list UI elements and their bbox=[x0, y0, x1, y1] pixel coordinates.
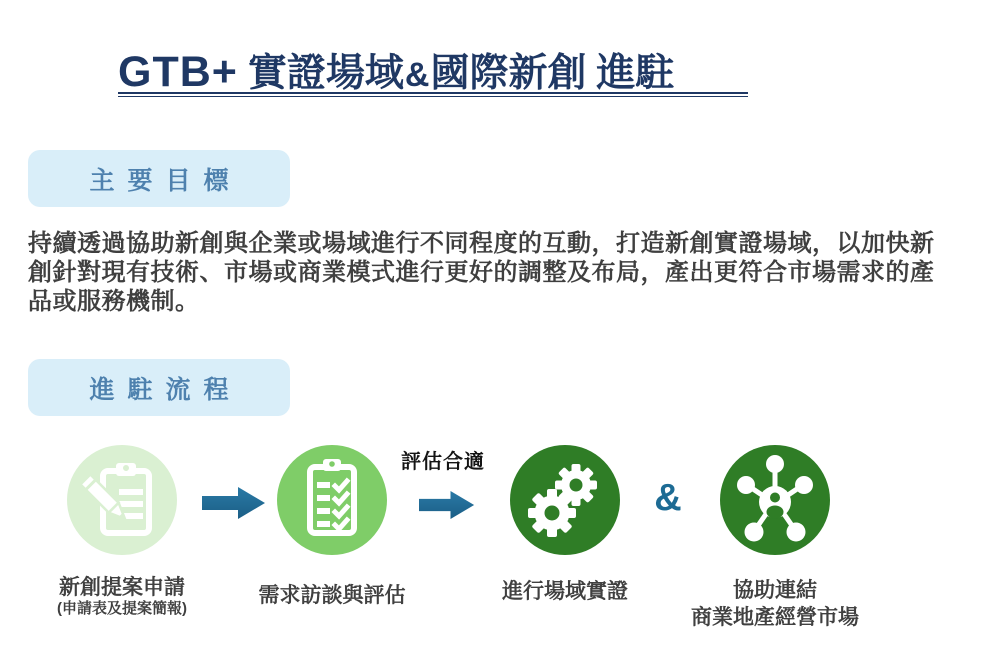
step-label-2: 需求訪談與評估 bbox=[258, 584, 406, 607]
flow-step-circle-2 bbox=[277, 445, 387, 555]
step-label-4: 協助連結 bbox=[733, 579, 817, 602]
paragraph-line-3: 品或服務機制。 bbox=[28, 288, 200, 315]
step-sublabel-1: (申請表及提案簡報) bbox=[57, 600, 187, 617]
arrow-right-icon-1 bbox=[202, 486, 266, 520]
title-segment2: 國際新創 進駐 bbox=[430, 52, 675, 95]
network-people-icon bbox=[720, 445, 830, 555]
title-ampersand: & bbox=[404, 56, 430, 94]
title-prefix: GTB+ bbox=[118, 48, 238, 96]
title-segment1: 實證場域 bbox=[247, 52, 404, 95]
clipboard-pencil-icon bbox=[67, 445, 177, 555]
step-label-3: 進行場域實證 bbox=[502, 580, 628, 603]
paragraph-line-1: 持續透過協助新創與企業或場域進行不同程度的互動，打造新創實證場域，以加快新 bbox=[28, 230, 935, 257]
title-underline bbox=[118, 92, 748, 97]
ampersand-connector: & bbox=[654, 477, 682, 519]
step-label-4-line2: 商業地產經營市場 bbox=[691, 606, 859, 629]
goal-paragraph bbox=[28, 229, 988, 316]
paragraph-line-2: 創針對現有技術、市場或商業模式進行更好的調整及布局，產出更符合市場需求的產 bbox=[28, 259, 935, 286]
process-heading-label: 進駐流程 bbox=[89, 376, 242, 404]
flow-step-circle-3 bbox=[510, 445, 620, 555]
flow-step-circle-4 bbox=[720, 445, 830, 555]
page-title bbox=[118, 42, 674, 98]
arrow-right-icon-2 bbox=[419, 490, 475, 520]
clipboard-checklist-icon bbox=[277, 445, 387, 555]
heading-pill-process bbox=[28, 359, 290, 416]
goal-heading-label: 主要目標 bbox=[89, 167, 242, 195]
heading-pill-goal bbox=[28, 150, 290, 207]
evaluation-label: 評估合適 bbox=[401, 451, 485, 473]
flow-step-circle-1 bbox=[67, 445, 177, 555]
gears-icon bbox=[510, 445, 620, 555]
step-label-1: 新創提案申請 bbox=[59, 576, 185, 599]
